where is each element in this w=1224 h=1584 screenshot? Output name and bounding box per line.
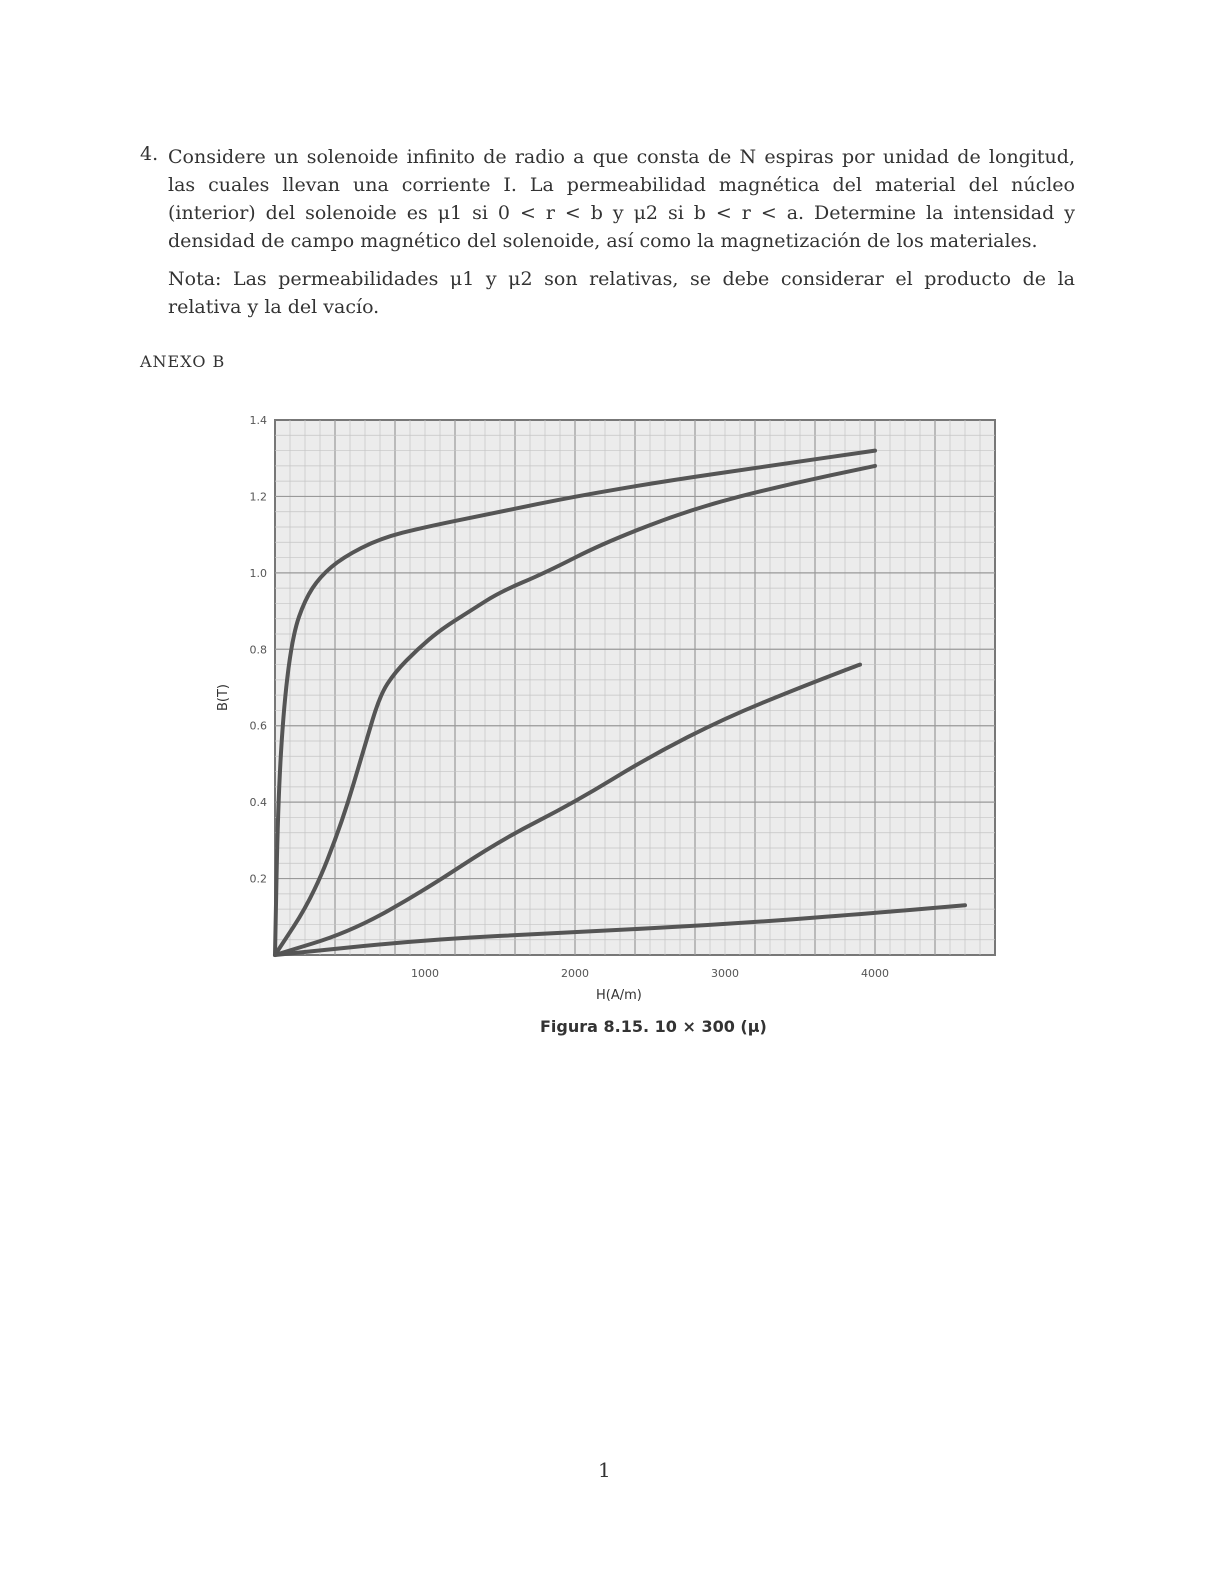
problem-statement [140, 143, 1075, 321]
chart-ylabel: B(T) [216, 683, 232, 712]
problem-note: Nota: Las permeabilidades μ1 y μ2 son relativas, se debe considerar el producto de la relativa y la del vacío. [168, 268, 1075, 318]
bh-chart [210, 405, 1010, 1005]
problem-number: 4. [140, 143, 159, 165]
y-tick-label: 1.2 [249, 490, 267, 504]
chart-xlabel: H(A/m) [596, 988, 642, 1003]
y-tick-label: 1.0 [249, 566, 267, 580]
y-tick-label: 1.4 [249, 414, 267, 427]
x-tick-label: 4000 [861, 967, 889, 980]
page-number: 1 [598, 1458, 611, 1482]
y-tick-label: 0.2 [249, 872, 267, 886]
x-tick-label: 3000 [711, 967, 739, 980]
y-tick-label: 0.8 [249, 643, 267, 657]
figure-label: ANEXO B [140, 352, 226, 371]
figure-caption: Figura 8.15. 10 × 300 (μ) [540, 1017, 767, 1036]
x-tick-label: 1000 [411, 967, 439, 980]
problem-text: Considere un solenoide infinito de radio a que consta de N espiras por unidad de longitud, las cuales llevan una corriente I. La permeabilidad magnética del material del núcleo (interior) del solenoide es μ1 si 0 < r < b y μ2 si b < r < a. Determine la intensidad y densidad de campo magnético del solenoide, así como la magnetización de los materiales. [168, 146, 1075, 252]
bh-curve-figure [210, 405, 1010, 1005]
x-tick-label: 2000 [561, 967, 589, 980]
y-tick-label: 0.4 [249, 796, 267, 810]
y-tick-label: 0.6 [249, 719, 267, 733]
